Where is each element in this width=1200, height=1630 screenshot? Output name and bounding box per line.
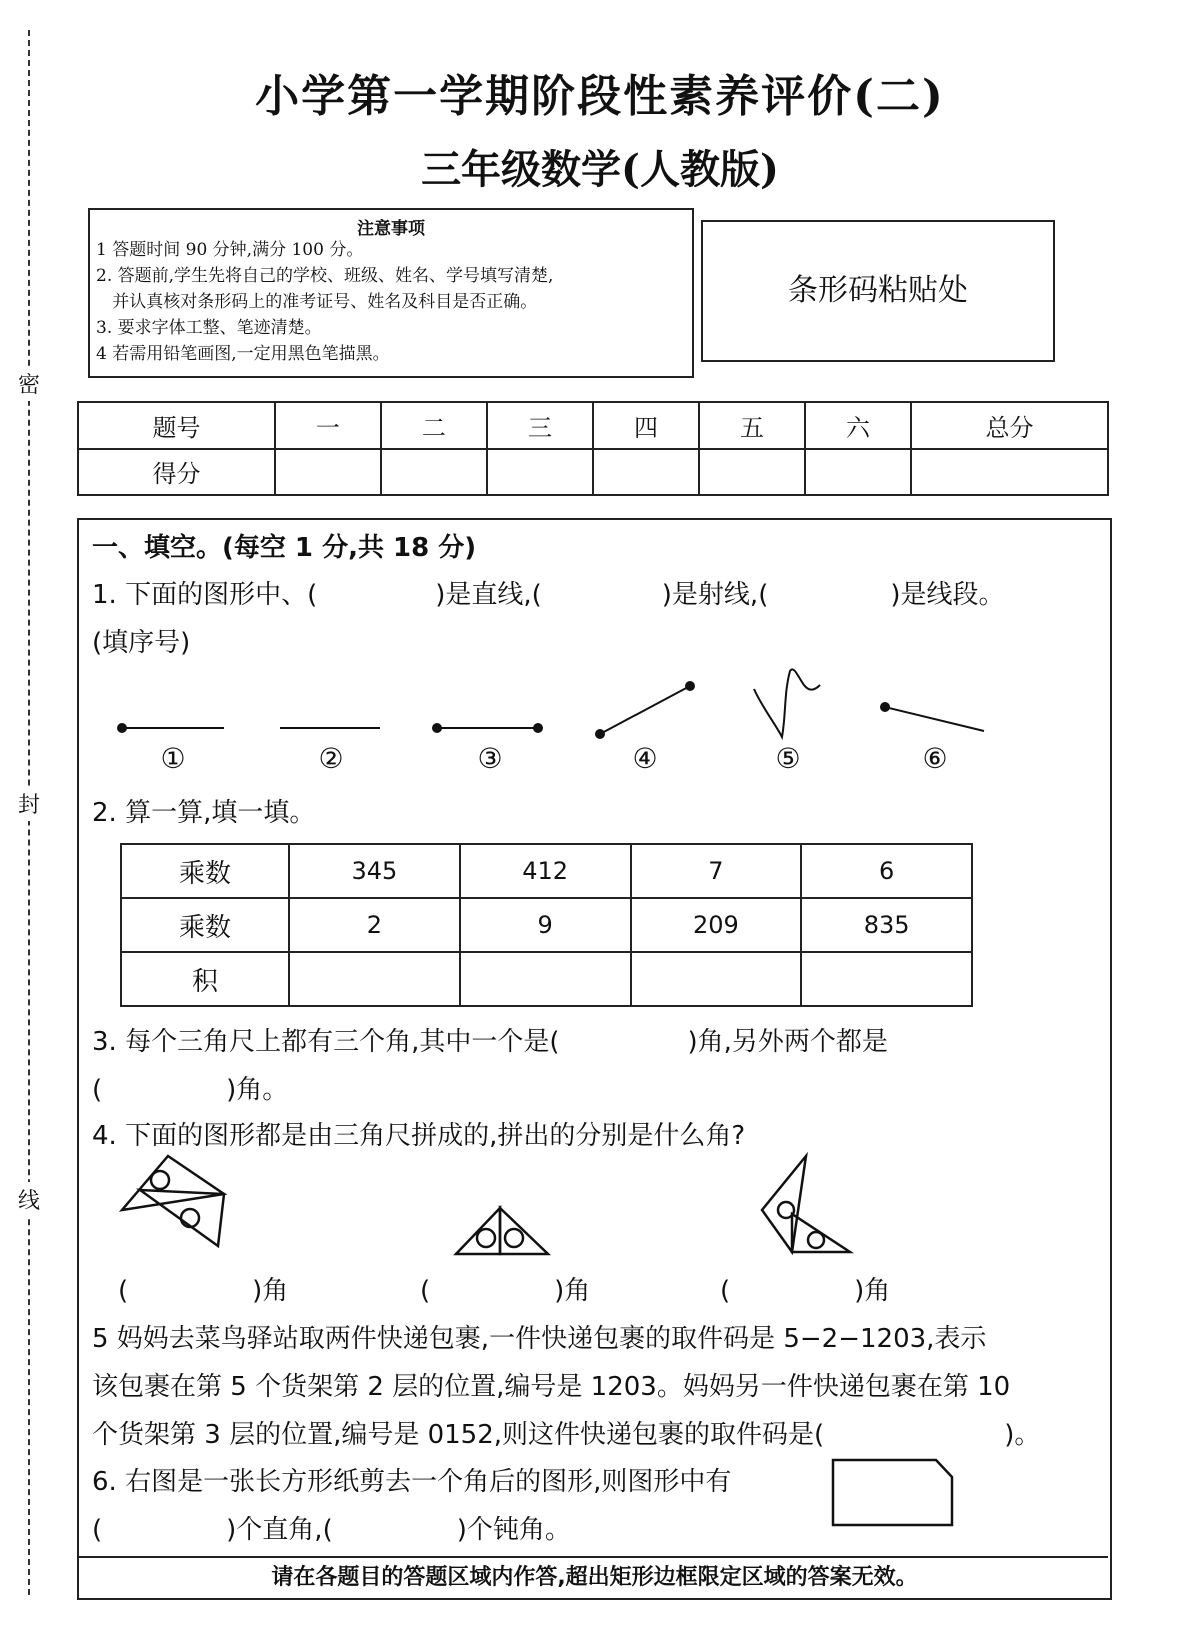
- q4-close-paren: )角: [854, 1276, 891, 1306]
- q1-text-d: )是线段。: [890, 580, 1005, 610]
- q6-text-b: )个直角,(: [226, 1515, 333, 1545]
- figure-label-3: ③: [477, 742, 503, 775]
- section-heading: 一、填空。(每空 1 分,共 18 分): [92, 533, 477, 563]
- footer-note: 请在各题目的答题区域内作答,超出矩形边框限定区域的答案无效。: [271, 1565, 918, 1590]
- binding-char-line: 线: [18, 1182, 40, 1217]
- q1-figures: [0, 655, 1200, 745]
- notice-line: 1 答题时间 90 分钟,满分 100 分。: [96, 240, 364, 260]
- notice-heading: 注意事项: [357, 219, 425, 239]
- question-5-line-3: [92, 1414, 1040, 1451]
- set-square-hole: [505, 1229, 523, 1247]
- question-3: [92, 1021, 888, 1058]
- exam-subtitle: 三年级数学(人教版): [421, 146, 779, 193]
- table-cell: 345: [289, 844, 460, 898]
- figure-4-endpoint-a: [596, 730, 604, 738]
- q4-open-paren: (: [420, 1276, 431, 1306]
- table-cell: 9: [460, 898, 631, 952]
- q3-text-d: )角。: [226, 1075, 289, 1105]
- q3-text-c: (: [92, 1075, 103, 1105]
- q4-close-paren: )角: [554, 1276, 591, 1306]
- score-table: [77, 401, 1109, 496]
- figure-label-1: ①: [160, 742, 186, 775]
- q1-text-b: )是直线,(: [435, 580, 542, 610]
- table-row: [121, 898, 972, 952]
- score-header-cell: 总分: [911, 402, 1108, 449]
- set-square-hole: [477, 1229, 495, 1247]
- binding-char-seal: 密: [18, 366, 40, 401]
- q4-answer-3: [720, 1270, 890, 1307]
- notice-line: 4 若需用铅笔画图,一定用黑色笔描黑。: [96, 344, 390, 364]
- score-cell[interactable]: [805, 449, 911, 496]
- score-header-cell: 三: [487, 402, 593, 449]
- notice-line: 并认真核对条形码上的准考证号、姓名及科目是否正确。: [96, 292, 538, 312]
- set-square-hole: [151, 1171, 169, 1189]
- question-6-line-2: [92, 1509, 571, 1546]
- notice-line: 2. 答题前,学生先将自己的学校、班级、姓名、学号填写清楚,: [96, 266, 554, 286]
- score-cell[interactable]: [381, 449, 487, 496]
- score-header-row: [78, 402, 1108, 449]
- question-3-line-2: [92, 1069, 288, 1106]
- q1-text-c: )是射线,(: [661, 580, 769, 610]
- q5-text-b: )。: [1004, 1420, 1041, 1450]
- score-header-cell: 二: [381, 402, 487, 449]
- table-cell: 412: [460, 844, 631, 898]
- question-6-line-1: 6. 右图是一张长方形纸剪去一个角后的图形,则图形中有: [92, 1467, 732, 1497]
- set-square-a1: [122, 1156, 224, 1210]
- figure-4-endpoint-b: [686, 682, 694, 690]
- table-cell: 7: [631, 844, 802, 898]
- product-answer-cell[interactable]: [460, 952, 631, 1006]
- q1-hint: (填序号): [92, 628, 191, 658]
- question-5-line-1: 5 妈妈去菜鸟驿站取两件快递包裹,一件快递包裹的取件码是 5−2−1203,表示: [92, 1324, 987, 1354]
- product-answer-cell[interactable]: [631, 952, 802, 1006]
- q3-text-b: )角,另外两个都是: [687, 1027, 888, 1057]
- table-cell: 209: [631, 898, 802, 952]
- q4-open-paren: (: [720, 1276, 731, 1306]
- figure-label-4: ④: [632, 742, 658, 775]
- figure-4-segment: [600, 686, 690, 734]
- q4-open-paren: (: [118, 1276, 129, 1306]
- score-value-row: [78, 449, 1108, 496]
- score-cell[interactable]: [487, 449, 593, 496]
- binding-char-envelope: 封: [18, 786, 40, 821]
- cut-rectangle-shape: [833, 1460, 952, 1525]
- table-cell: 2: [289, 898, 460, 952]
- set-square-hole: [181, 1209, 199, 1227]
- score-cell[interactable]: [593, 449, 699, 496]
- score-row-label: 得分: [78, 449, 275, 496]
- q4-figures: [0, 1150, 1200, 1260]
- q1-text-a: 1. 下面的图形中、(: [92, 580, 318, 610]
- figure-1-endpoint: [118, 724, 126, 732]
- table-cell: 6: [801, 844, 972, 898]
- barcode-area: 条形码粘贴处: [701, 220, 1055, 362]
- product-answer-cell[interactable]: [289, 952, 460, 1006]
- question-4: 4. 下面的图形都是由三角尺拼成的,拼出的分别是什么角?: [92, 1121, 746, 1151]
- row-label: 乘数: [121, 844, 289, 898]
- row-label: 乘数: [121, 898, 289, 952]
- question-2: 2. 算一算,填一填。: [92, 798, 316, 828]
- q6-cut-rectangle-figure: [830, 1455, 960, 1530]
- q4-answer-2: [420, 1270, 590, 1307]
- footer-divider: [77, 1556, 1108, 1558]
- score-header-cell: 一: [275, 402, 381, 449]
- figure-3-endpoint-a: [433, 724, 441, 732]
- q6-text-a: (: [92, 1515, 103, 1545]
- figure-label-6: ⑥: [922, 742, 948, 775]
- notice-line: 3. 要求字体工整、笔迹清楚。: [96, 318, 322, 338]
- q4-answer-1: [118, 1270, 288, 1307]
- score-cell[interactable]: [275, 449, 381, 496]
- multiplication-table: [120, 843, 973, 1007]
- figure-label-2: ②: [318, 742, 344, 775]
- set-square-hole: [778, 1202, 794, 1218]
- row-label: 积: [121, 952, 289, 1006]
- table-cell: 835: [801, 898, 972, 952]
- notice-box: [88, 208, 694, 378]
- figure-6-ray: [885, 707, 984, 731]
- score-header-cell: 五: [699, 402, 805, 449]
- score-cell[interactable]: [699, 449, 805, 496]
- set-square-c1: [762, 1156, 806, 1252]
- exam-title: 小学第一学期阶段性素养评价(二): [255, 71, 945, 122]
- table-row: [121, 844, 972, 898]
- figure-6-endpoint: [881, 703, 889, 711]
- set-square-hole: [808, 1232, 824, 1248]
- question-1: [92, 574, 1005, 611]
- q4-close-paren: )角: [252, 1276, 289, 1306]
- score-header-cell: 题号: [78, 402, 275, 449]
- score-header-cell: 四: [593, 402, 699, 449]
- question-5-line-2: 该包裹在第 5 个货架第 2 层的位置,编号是 1203。妈妈另一件快递包裹在第 10: [92, 1372, 1011, 1402]
- score-header-cell: 六: [805, 402, 911, 449]
- figure-5-curve: [754, 669, 820, 737]
- q6-text-c: )个钝角。: [456, 1515, 571, 1545]
- q5-text-a: 个货架第 3 层的位置,编号是 0152,则这件快递包裹的取件码是(: [92, 1420, 825, 1450]
- figure-3-endpoint-b: [534, 724, 542, 732]
- q3-text-a: 3. 每个三角尺上都有三个角,其中一个是(: [92, 1027, 560, 1057]
- product-answer-cell[interactable]: [801, 952, 972, 1006]
- score-cell[interactable]: [911, 449, 1108, 496]
- table-row: [121, 952, 972, 1006]
- figure-label-5: ⑤: [775, 742, 801, 775]
